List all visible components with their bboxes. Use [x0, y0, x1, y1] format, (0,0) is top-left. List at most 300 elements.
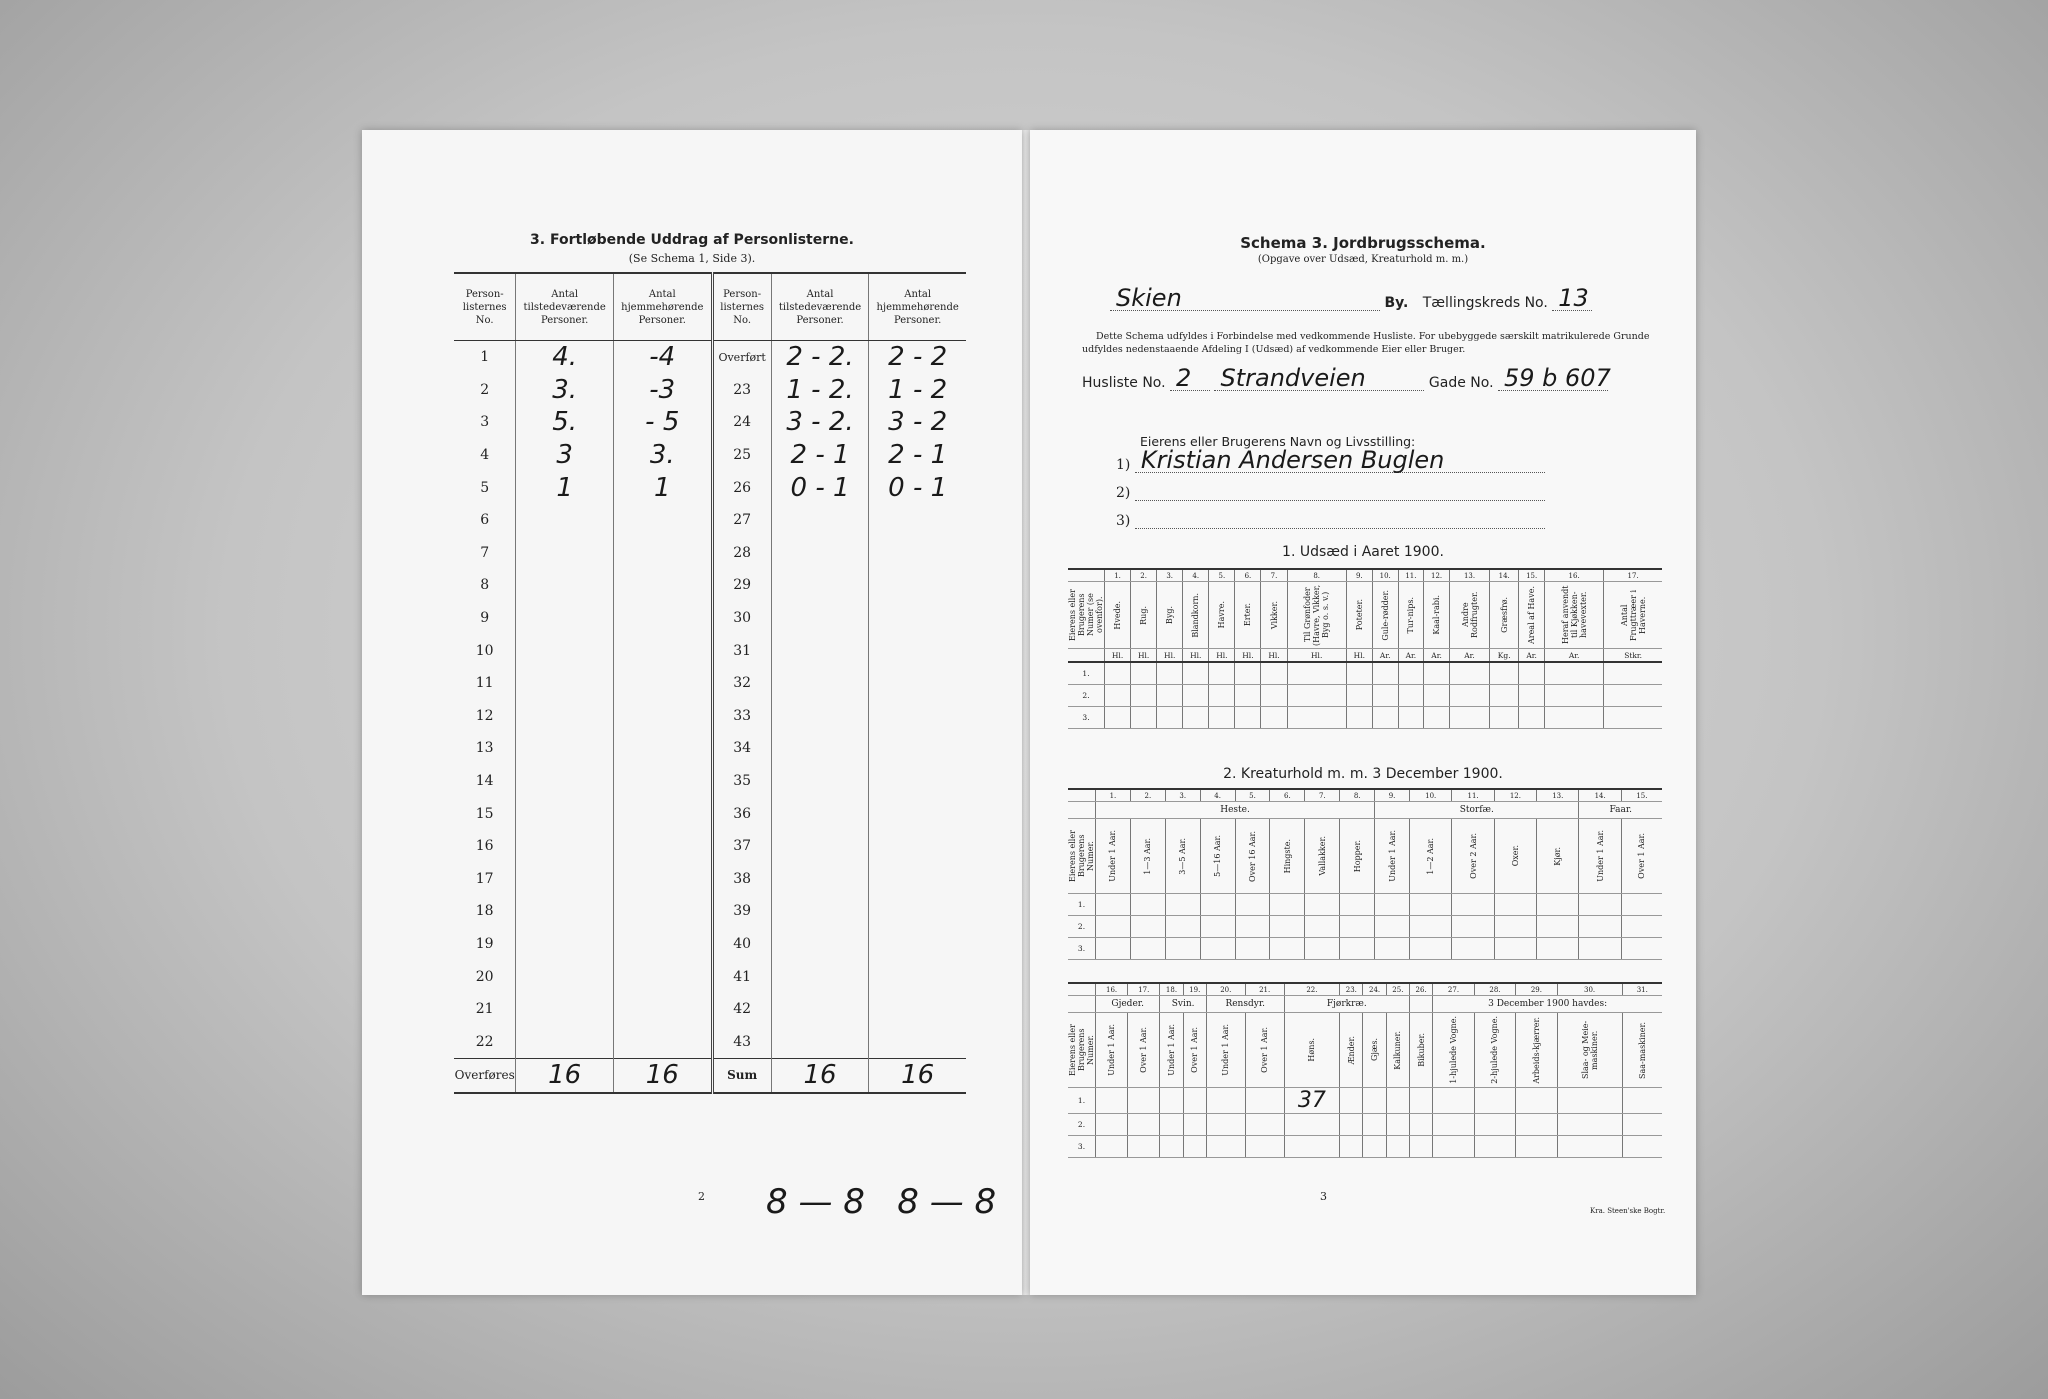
sowing-cell — [1183, 662, 1209, 685]
livestock-cell — [1305, 938, 1340, 960]
equipment-row-label: 1. — [1068, 1088, 1096, 1114]
sowing-col-header — [1544, 582, 1603, 649]
sowing-cell — [1209, 662, 1235, 685]
present-count — [516, 1025, 614, 1058]
sowing-cell — [1424, 685, 1450, 707]
sowing-col-number: 12. — [1424, 569, 1450, 582]
sowing-col-number: 9. — [1346, 569, 1372, 582]
table-row — [1068, 685, 1662, 707]
livestock-col-header-text: Over 2 Aar. — [1468, 833, 1478, 879]
sum-present: 16 — [771, 1059, 869, 1093]
resident-count — [869, 732, 966, 765]
livestock-col-number: 9. — [1375, 789, 1410, 802]
sowing-col-header — [1209, 582, 1235, 649]
resident-count — [613, 765, 712, 798]
person-list-no: 37 — [712, 830, 771, 863]
table-row — [1068, 1088, 1662, 1114]
livestock-col-number: 8. — [1340, 789, 1375, 802]
resident-count — [613, 602, 712, 635]
equipment-group-label: Rensdyr. — [1206, 996, 1284, 1013]
owner-heading: Eierens eller Brugerens Navn og Livsstilling: — [1140, 434, 1416, 449]
sowing-col-number: 11. — [1398, 569, 1424, 582]
livestock-cell — [1621, 916, 1662, 938]
table-row — [454, 504, 966, 537]
equipment-cell — [1096, 1088, 1128, 1114]
resident-count — [869, 797, 966, 830]
sowing-col-number: 15. — [1519, 569, 1545, 582]
person-list-table — [454, 272, 966, 1094]
equipment-row-label: 3. — [1068, 1136, 1096, 1158]
present-count: 3. — [516, 374, 614, 407]
livestock-col-header-text: Hingste. — [1282, 838, 1292, 874]
sowing-cell — [1105, 685, 1131, 707]
sowing-unit: Hl. — [1183, 649, 1209, 663]
equipment-cell — [1363, 1088, 1386, 1114]
equipment-col-header-text: Eierens eller Brugerens Numer. — [1068, 1024, 1095, 1076]
person-list-no: 9 — [480, 610, 490, 627]
livestock-cell — [1235, 938, 1270, 960]
table-row — [1068, 1114, 1662, 1136]
person-list-no: 14 — [475, 773, 494, 790]
owner-label-2: 2) — [1116, 485, 1131, 501]
equipment-cell — [1245, 1088, 1284, 1114]
livestock-row-label: 3. — [1068, 938, 1096, 960]
right-page-number: 3 — [1320, 1190, 1327, 1203]
person-list-no: 20 — [475, 968, 494, 985]
table-row — [454, 471, 966, 504]
resident-count — [613, 569, 712, 602]
equipment-col-header — [1245, 1013, 1284, 1088]
sowing-cell — [1372, 685, 1398, 707]
resident-count: 1 — [613, 471, 712, 504]
sowing-col-number: 4. — [1183, 569, 1209, 582]
livestock-col-number: 12. — [1494, 789, 1536, 802]
equipment-col-header — [1474, 1013, 1515, 1088]
livestock-cell — [1579, 938, 1621, 960]
equipment-number-row — [1068, 983, 1662, 996]
husliste-field — [1170, 364, 1210, 392]
present-count: 3 - 2. — [771, 406, 869, 439]
person-table-header — [454, 273, 966, 341]
equipment-cell — [1363, 1114, 1386, 1136]
present-count — [771, 634, 869, 667]
equipment-col-number: 24. — [1363, 983, 1386, 996]
livestock-cell — [1537, 894, 1579, 916]
table-row — [454, 830, 966, 863]
table-row — [1068, 916, 1662, 938]
city-field — [1110, 284, 1380, 312]
resident-count — [613, 863, 712, 896]
livestock-col-number: 14. — [1579, 789, 1621, 802]
person-list-no: 27 — [712, 504, 771, 537]
resident-count — [869, 895, 966, 928]
table-row — [1068, 1136, 1662, 1158]
livestock-col-header — [1130, 819, 1165, 894]
sowing-cell — [1519, 707, 1545, 729]
equipment-cell — [1340, 1136, 1363, 1158]
equipment-col-number: 27. — [1433, 983, 1474, 996]
resident-count — [869, 634, 966, 667]
table-row — [454, 406, 966, 439]
livestock-cell — [1270, 894, 1305, 916]
owner-1-handwritten: Kristian Andersen Buglen — [1140, 446, 1445, 474]
sowing-cell — [1157, 685, 1183, 707]
equipment-group-label: Gjeder. — [1096, 996, 1160, 1013]
equipment-col-header-text: Kalkuner. — [1393, 1030, 1403, 1070]
present-count — [771, 732, 869, 765]
sowing-col-header-text: Rug. — [1139, 605, 1149, 625]
equipment-cell — [1160, 1088, 1183, 1114]
equipment-col-header — [1206, 1013, 1245, 1088]
owner-line-3 — [1116, 512, 1545, 529]
sowing-col-number: 10. — [1372, 569, 1398, 582]
sowing-col-header — [1068, 582, 1105, 649]
resident-count — [613, 634, 712, 667]
equipment-group-blank — [1409, 996, 1432, 1013]
equipment-col-header — [1433, 1013, 1474, 1088]
table-row — [454, 993, 966, 1026]
resident-count — [869, 667, 966, 700]
bottom-handwritten-note: 8 — 8 8 — 8 — [766, 1182, 997, 1222]
owner-field-2 — [1135, 484, 1545, 501]
right-page-title: Schema 3. Jordbrugsschema. — [1240, 234, 1486, 252]
present-count — [516, 765, 614, 798]
table-row — [454, 928, 966, 961]
sowing-unit: Ar. — [1544, 649, 1603, 663]
equipment-cell — [1160, 1114, 1183, 1136]
equipment-col-header — [1557, 1013, 1622, 1088]
sowing-unit: Ar. — [1372, 649, 1398, 663]
table-row — [454, 765, 966, 798]
resident-count — [869, 504, 966, 537]
present-count — [516, 993, 614, 1026]
sowing-cell — [1398, 707, 1424, 729]
resident-count: 0 - 1 — [869, 471, 966, 504]
sowing-col-number: 16. — [1544, 569, 1603, 582]
livestock-cell — [1340, 894, 1375, 916]
livestock-cell — [1494, 916, 1536, 938]
equipment-col-number: 20. — [1206, 983, 1245, 996]
table-row — [454, 895, 966, 928]
livestock-table — [1068, 788, 1662, 960]
livestock-col-header — [1621, 819, 1662, 894]
present-count — [771, 667, 869, 700]
livestock-col-header-text: 1—2 Aar. — [1426, 837, 1436, 875]
sowing-row-label: 3. — [1068, 707, 1105, 729]
by-label: By. — [1384, 295, 1409, 311]
sowing-cell — [1131, 707, 1157, 729]
sowing-cell — [1424, 707, 1450, 729]
col-header: Antal tilstedeværende Personer. — [516, 273, 614, 341]
equipment-cell — [1386, 1136, 1409, 1158]
equipment-cell — [1386, 1114, 1409, 1136]
equipment-cell — [1284, 1114, 1340, 1136]
livestock-col-header-text: 3—5 Aar. — [1178, 837, 1188, 875]
livestock-col-header-text: Under 1 Aar. — [1387, 830, 1397, 882]
table-row — [454, 341, 966, 374]
livestock-cell — [1375, 938, 1410, 960]
livestock-cell — [1200, 938, 1235, 960]
sowing-number-row — [1068, 569, 1662, 582]
present-count: 5. — [516, 406, 614, 439]
livestock-cell — [1340, 916, 1375, 938]
present-count — [771, 863, 869, 896]
sowing-unit: Ar. — [1424, 649, 1450, 663]
present-count — [516, 863, 614, 896]
sowing-col-header — [1105, 582, 1131, 649]
livestock-cell — [1494, 894, 1536, 916]
sowing-cell — [1346, 707, 1372, 729]
col-header: Person- listernes No. — [454, 273, 516, 341]
sowing-cell — [1346, 662, 1372, 685]
resident-count — [613, 830, 712, 863]
equipment-col-header — [1363, 1013, 1386, 1088]
equipment-cell — [1516, 1088, 1557, 1114]
sowing-col-header-text: Til Grønfoder (Havre, Vikker, Byg o. s. v.) — [1303, 584, 1331, 646]
sowing-cell — [1105, 707, 1131, 729]
kreds-field — [1552, 284, 1592, 312]
sowing-col-header-text: Hvede. — [1113, 600, 1123, 630]
printer-mark: Kra. Steen'ske Bogtr. — [1590, 1207, 1666, 1215]
equipment-cell — [1622, 1088, 1662, 1114]
present-count — [771, 537, 869, 570]
resident-count — [869, 700, 966, 733]
sowing-col-number: 7. — [1261, 569, 1287, 582]
present-count — [516, 895, 614, 928]
livestock-cell — [1579, 894, 1621, 916]
present-count — [771, 993, 869, 1026]
equipment-cell — [1284, 1088, 1340, 1114]
equipment-col-header-text: Gjæs. — [1370, 1038, 1380, 1062]
resident-count — [613, 1025, 712, 1058]
sowing-cell — [1519, 662, 1545, 685]
person-list-no: 4 — [480, 447, 490, 464]
sowing-cell — [1131, 662, 1157, 685]
resident-count — [613, 700, 712, 733]
person-list-no: 43 — [712, 1025, 771, 1058]
person-list-no: 19 — [475, 935, 494, 952]
present-count — [771, 504, 869, 537]
sowing-corner — [1068, 649, 1105, 663]
livestock-cell — [1621, 894, 1662, 916]
resident-count — [613, 928, 712, 961]
livestock-cell — [1340, 938, 1375, 960]
street-handwritten: Strandveien — [1220, 364, 1366, 392]
equipment-col-header-text: Ænder. — [1346, 1035, 1356, 1065]
resident-count: -3 — [613, 374, 712, 407]
table-row — [454, 1025, 966, 1058]
sowing-cell — [1183, 707, 1209, 729]
table-row — [454, 700, 966, 733]
present-count — [771, 569, 869, 602]
equipment-cell — [1409, 1136, 1432, 1158]
livestock-cell — [1579, 916, 1621, 938]
present-count — [516, 732, 614, 765]
person-list-no: 5 — [480, 479, 490, 496]
livestock-col-header — [1068, 819, 1096, 894]
resident-count: 3 - 2 — [869, 406, 966, 439]
equipment-col-number: 25. — [1386, 983, 1409, 996]
person-list-no: 36 — [712, 797, 771, 830]
livestock-cell — [1165, 894, 1200, 916]
livestock-col-number: 13. — [1537, 789, 1579, 802]
livestock-col-header-text: Over 16 Aar. — [1248, 830, 1257, 882]
equipment-cell — [1340, 1088, 1363, 1114]
person-list-no: 2 — [480, 381, 490, 398]
sowing-cell — [1372, 707, 1398, 729]
livestock-col-header — [1452, 819, 1494, 894]
person-list-no: 23 — [712, 374, 771, 407]
livestock-col-header — [1375, 819, 1410, 894]
person-list-no: 17 — [475, 870, 494, 887]
sowing-corner — [1068, 569, 1105, 582]
col-header: Antal tilstedeværende Personer. — [771, 273, 869, 341]
sowing-cell — [1183, 685, 1209, 707]
resident-count — [869, 993, 966, 1026]
sowing-col-header — [1398, 582, 1424, 649]
livestock-cell — [1200, 894, 1235, 916]
equipment-cell — [1183, 1088, 1206, 1114]
equipment-cell — [1409, 1088, 1432, 1114]
sowing-cell — [1604, 707, 1662, 729]
sowing-cell — [1544, 707, 1603, 729]
livestock-group-label: Storfæ. — [1375, 802, 1579, 819]
total-resident: 16 — [613, 1059, 712, 1093]
resident-count — [613, 504, 712, 537]
sowing-cell — [1519, 685, 1545, 707]
resident-count — [613, 667, 712, 700]
livestock-cell — [1270, 938, 1305, 960]
livestock-col-number: 6. — [1270, 789, 1305, 802]
livestock-col-number: 11. — [1452, 789, 1494, 802]
resident-count: 1 - 2 — [869, 374, 966, 407]
livestock-cell — [1200, 916, 1235, 938]
livestock-cell — [1375, 916, 1410, 938]
equipment-cell — [1433, 1088, 1474, 1114]
resident-count — [869, 960, 966, 993]
sowing-col-header-text: Antal Frugttræer i Haverne. — [1619, 589, 1647, 641]
livestock-cell — [1410, 916, 1452, 938]
sowing-cell — [1131, 685, 1157, 707]
livestock-col-header — [1096, 819, 1131, 894]
livestock-cell — [1270, 916, 1305, 938]
livestock-col-header — [1579, 819, 1621, 894]
equipment-cell — [1433, 1136, 1474, 1158]
livestock-group-label: Heste. — [1096, 802, 1375, 819]
sowing-unit: Hl. — [1235, 649, 1261, 663]
sowing-col-header-text: Eierens eller Brugerens Numer (se ovenfor). — [1068, 589, 1104, 641]
equipment-cell — [1160, 1136, 1183, 1158]
resident-count — [869, 928, 966, 961]
total-row — [454, 1059, 966, 1093]
gade-handwritten: 59 b 607 — [1504, 364, 1611, 392]
resident-count — [869, 1025, 966, 1058]
sowing-cell — [1604, 662, 1662, 685]
equipment-group-label: 3 December 1900 havdes: — [1433, 996, 1662, 1013]
present-count — [516, 537, 614, 570]
table-row — [454, 374, 966, 407]
husliste-label: Husliste No. — [1082, 375, 1166, 391]
present-count — [771, 928, 869, 961]
sowing-cell — [1235, 662, 1261, 685]
sowing-col-header — [1490, 582, 1519, 649]
resident-count: 2 - 2 — [869, 341, 966, 374]
livestock-col-number: 3. — [1165, 789, 1200, 802]
sowing-cell — [1490, 662, 1519, 685]
livestock-row-label: 1. — [1068, 894, 1096, 916]
person-list-no: 39 — [712, 895, 771, 928]
person-list-no: 8 — [480, 577, 490, 594]
sowing-col-header-text: Havre. — [1217, 601, 1227, 629]
sowing-col-header-text: Heraf anvendt til Kjøkken-havevexter. — [1560, 585, 1588, 645]
resident-count — [613, 537, 712, 570]
sowing-col-number: 5. — [1209, 569, 1235, 582]
present-count — [516, 928, 614, 961]
equipment-col-number: 26. — [1409, 983, 1432, 996]
equipment-cell — [1557, 1088, 1622, 1114]
equipment-cell — [1096, 1114, 1128, 1136]
person-list-no: 21 — [475, 1001, 494, 1018]
sowing-col-header — [1519, 582, 1545, 649]
sowing-col-header — [1449, 582, 1489, 649]
person-list-no: 11 — [475, 675, 494, 692]
present-count: 2 - 2. — [771, 341, 869, 374]
equipment-cell — [1183, 1136, 1206, 1158]
sowing-cell — [1490, 685, 1519, 707]
livestock-cell — [1096, 938, 1131, 960]
equipment-cell — [1096, 1136, 1128, 1158]
sowing-col-header — [1235, 582, 1261, 649]
table-row — [454, 634, 966, 667]
sowing-cell — [1424, 662, 1450, 685]
livestock-col-header-text: Vallakker. — [1317, 836, 1327, 876]
kreds-handwritten: 13 — [1558, 284, 1589, 312]
sowing-cell — [1449, 707, 1489, 729]
present-count — [516, 830, 614, 863]
col-header: Person- listernes No. — [712, 273, 771, 341]
person-list-no: 18 — [475, 903, 494, 920]
equipment-col-number: 23. — [1340, 983, 1363, 996]
livestock-cell — [1096, 916, 1131, 938]
present-count: 1 — [516, 471, 614, 504]
table-row — [454, 439, 966, 472]
left-page — [362, 130, 1022, 1295]
person-list-no: 12 — [475, 707, 494, 724]
equipment-group-label: Svin. — [1160, 996, 1207, 1013]
livestock-corner — [1068, 802, 1096, 819]
equipment-col-number: 29. — [1516, 983, 1557, 996]
schema-instructions: Dette Schema udfyldes i Forbindelse med vedkommende Husliste. For ubebyggede særskilt matrikulerede Grunde udfyldes nedenstaaende Afdeling I (Udsæd) af vedkommende Eier eller Bruger. — [1082, 331, 1650, 355]
present-count — [516, 569, 614, 602]
person-list-no: 6 — [480, 512, 490, 529]
equipment-cell — [1409, 1114, 1432, 1136]
equipment-cell — [1386, 1088, 1409, 1114]
equipment-col-header-text: Under 1 Aar. — [1221, 1024, 1231, 1076]
equipment-col-number: 17. — [1128, 983, 1160, 996]
person-list-no: 41 — [712, 960, 771, 993]
present-count — [516, 797, 614, 830]
husliste-line — [1082, 364, 1611, 392]
equipment-col-header-text: Under 1 Aar. — [1107, 1024, 1117, 1076]
sowing-col-header-text: Tur-nips. — [1406, 596, 1416, 634]
equipment-cell — [1206, 1136, 1245, 1158]
equipment-col-number: 30. — [1557, 983, 1622, 996]
present-count: 1 - 2. — [771, 374, 869, 407]
sowing-col-header-text: Kaal-rabi. — [1432, 595, 1442, 635]
equipment-cell — [1128, 1114, 1160, 1136]
equipment-col-header — [1386, 1013, 1409, 1088]
sowing-col-header-text: Poteter. — [1354, 599, 1364, 631]
